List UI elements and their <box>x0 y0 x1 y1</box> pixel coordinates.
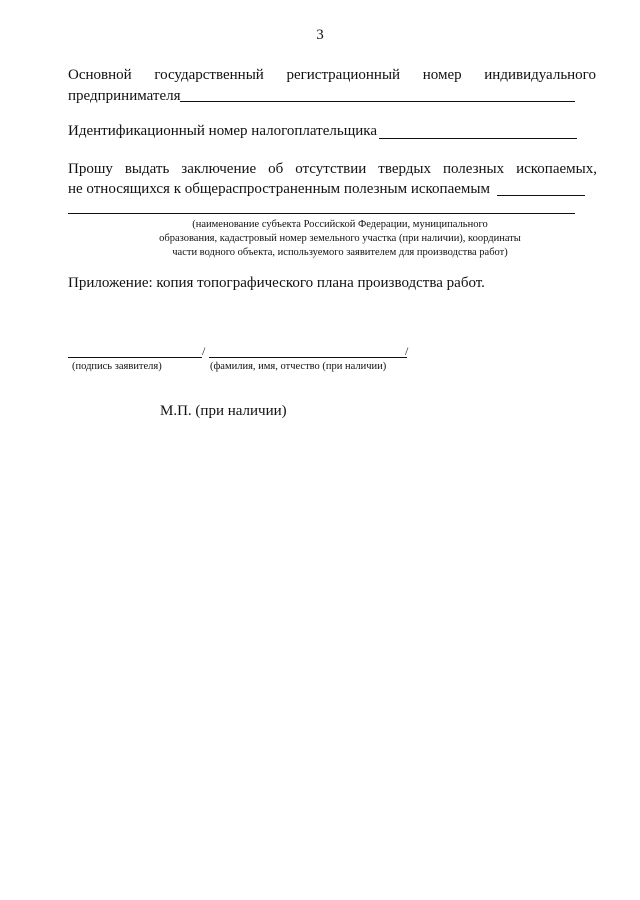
stamp-label: М.П. (при наличии) <box>160 403 287 419</box>
page-number: 3 <box>316 27 324 43</box>
attachment-text: Приложение: копия топографического плана производства работ. <box>68 275 485 291</box>
ogrnip-label-line2: предпринимателя <box>68 88 181 104</box>
ogrnip-word: регистрационный <box>286 67 401 83</box>
ogrnip-label-line1 <box>68 66 596 84</box>
full-name-blank[interactable] <box>209 357 407 358</box>
request-line2: не относящихся к общераспространенным полезным ископаемым <box>68 181 490 197</box>
ogrnip-word: номер <box>422 67 462 83</box>
subject-note: (наименование субъекта Российской Федерации, муниципального образования, кадастровый номер земельного участка (при наличии), координаты части водного объекта, используемого заявителем для производства работ) <box>159 219 521 258</box>
full-name-caption: (фамилия, имя, отчество (при наличии) <box>210 361 387 372</box>
signature-caption: (подпись заявителя) <box>72 361 162 372</box>
inn-blank[interactable] <box>379 138 577 139</box>
ogrnip-blank[interactable] <box>180 101 575 102</box>
inn-label: Идентификационный номер налогоплательщика <box>68 123 378 139</box>
signature-blank[interactable] <box>68 357 202 358</box>
ogrnip-word: индивидуального <box>484 67 596 83</box>
signature-slash: / <box>202 344 206 358</box>
ogrnip-word: Основной <box>68 67 132 83</box>
request-blank-end[interactable] <box>497 195 585 196</box>
full-name-slash: / <box>405 344 409 358</box>
subject-blank-line[interactable] <box>68 213 575 214</box>
ogrnip-word: государственный <box>154 67 264 83</box>
request-line1: Прошу выдать заключение об отсутствии твердых полезных ископаемых, <box>68 161 597 177</box>
